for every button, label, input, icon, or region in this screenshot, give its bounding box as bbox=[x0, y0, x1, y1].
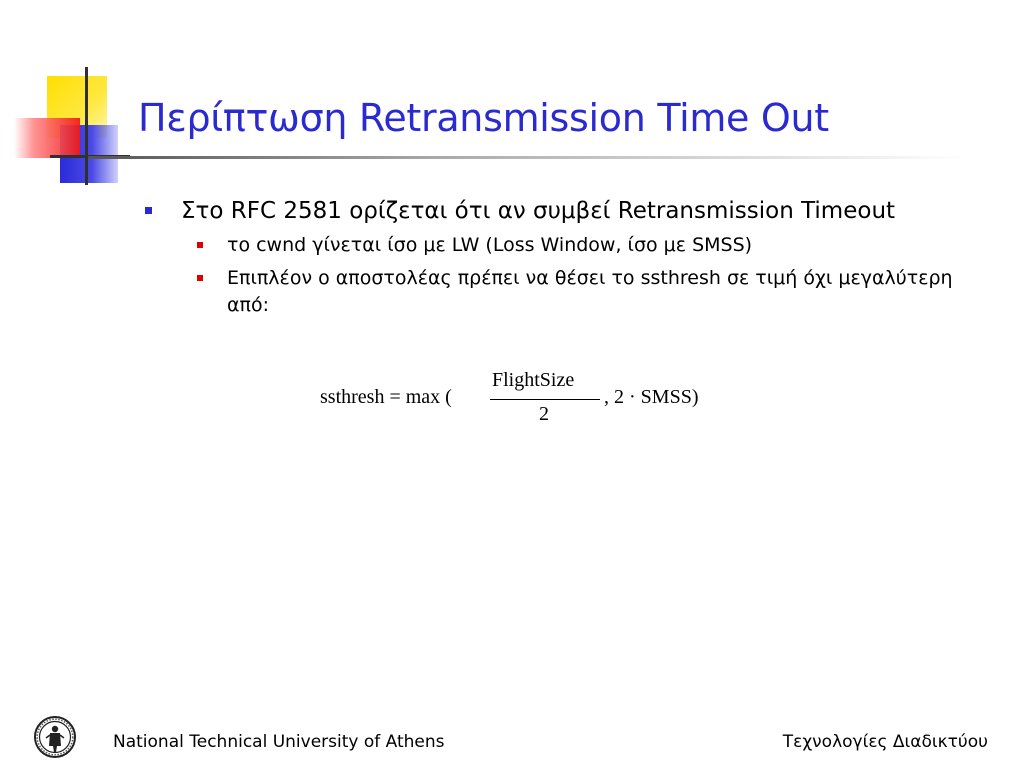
slide-title: Περίπτωση Retransmission Time Out bbox=[138, 96, 829, 140]
title-underline bbox=[88, 156, 968, 159]
square-bullet-icon bbox=[197, 275, 203, 281]
formula-denominator: 2 bbox=[539, 403, 549, 425]
formula-rhs: , 2 · SMSS) bbox=[604, 386, 699, 408]
bullet-level2 bbox=[145, 232, 965, 259]
ntua-seal-icon bbox=[34, 716, 76, 758]
bullet-text: Επιπλέον ο αποστολέας πρέπει να θέσει το ssthresh σε τιμή όχι μεγαλύτερη από: bbox=[227, 267, 953, 316]
bullet-level2 bbox=[145, 265, 965, 319]
formula-numerator: FlightSize bbox=[492, 369, 575, 391]
formula-lhs: ssthresh = max ( bbox=[320, 386, 452, 408]
footer-university: National Technical University of Athens bbox=[113, 732, 445, 752]
bullet-level1 bbox=[145, 196, 965, 226]
bullet-text: το cwnd γίνεται ίσο με LW (Loss Window, ίσο με SMSS) bbox=[227, 234, 753, 256]
square-bullet-icon bbox=[197, 242, 203, 248]
fraction-bar bbox=[490, 399, 600, 400]
red-bar bbox=[14, 118, 80, 158]
bullet-list bbox=[145, 196, 965, 319]
vertical-line bbox=[85, 67, 88, 185]
footer-course: Τεχνολογίες Διαδικτύου bbox=[782, 732, 988, 752]
square-bullet-icon bbox=[145, 207, 152, 214]
bullet-text: Στο RFC 2581 ορίζεται ότι αν συμβεί Retransmission Timeout bbox=[181, 198, 896, 224]
